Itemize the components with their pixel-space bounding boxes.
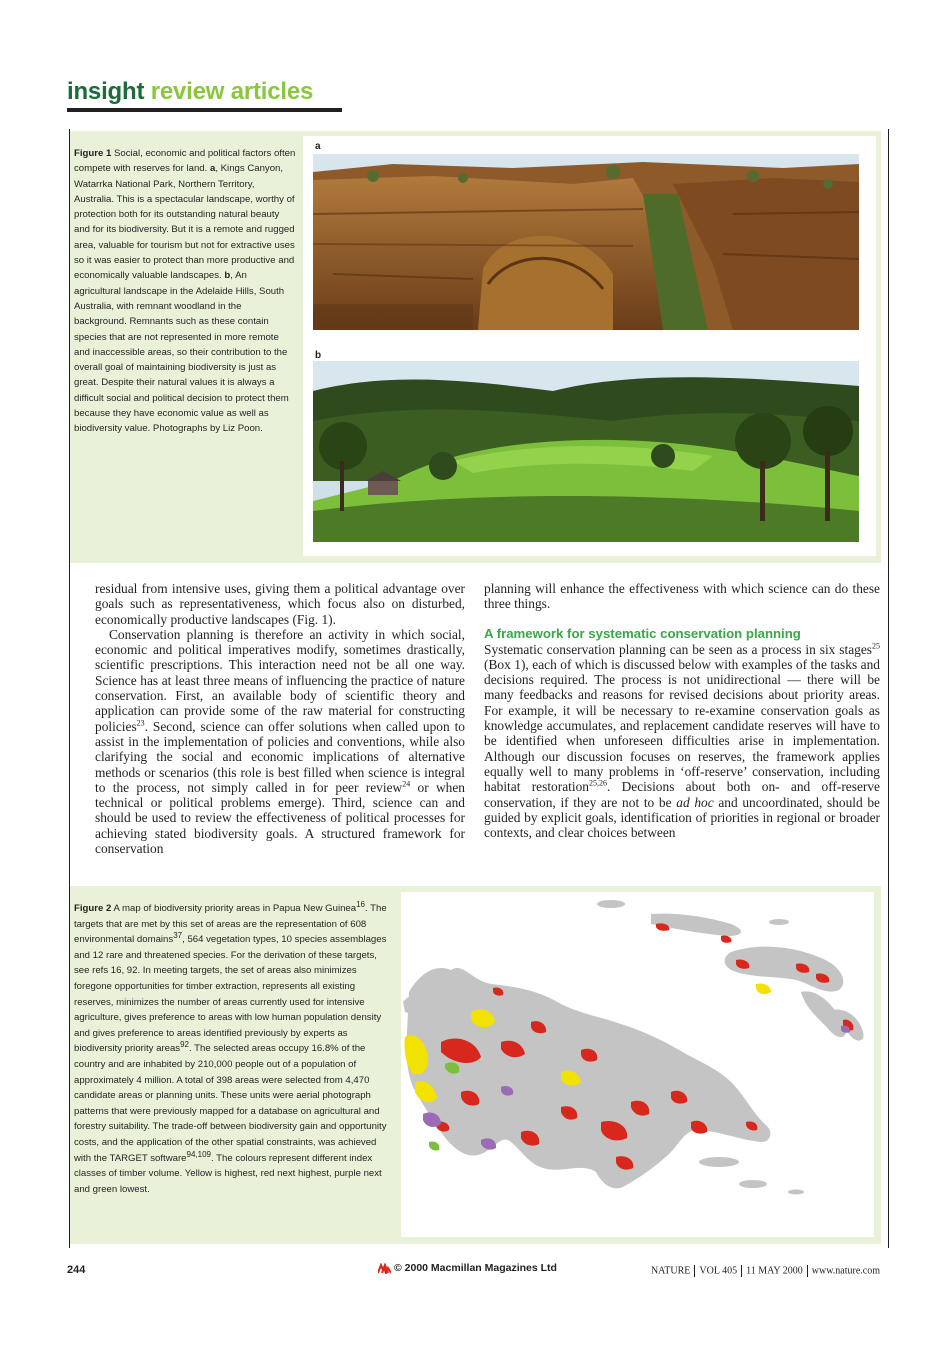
map-landmass <box>725 947 844 992</box>
figure-1-caption: Figure 1 Social, economic and political factors often compete with reserves for land. a, Kings Canyon, Watarrka National Park, Northern Territory, Australia. This is a spectacular landscape, worthy of protection both for its outstanding natural beauty and for its biodiversity. But it is a remote and rugged area, valuable for tourism but not for extractive uses so it was easier to protect than more productive and economically valuable landscapes. b, An agricultural landscape in the Adelaide Hills, South Australia, with remnant woodland in the background. Remnants such as these contain species that are not represented in more remote and inaccessible areas, so their contribution to the overall goal of maintaining biodiversity is just as great. Despite their natural values it is always a difficult social and political decision to protect them because they have economic value as well as biodiversity value. Photographs by Liz Poon. <box>74 148 296 435</box>
paragraph: Systematic conservation planning can be seen as a process in six stages$^{25}$ (Box 1), each of which is discussed below with examples of the tasks and decisions required. The process is not unidirectional — there will be many feedbacks and reasons for revised decisions about priority areas. For example, it will be necessary to re-examine conservation goals as knowledge accumulates, and replacement candidate reserves will have to be identified when unforeseen difficulties arise in implementation. Although our discussion focuses on reserves, the framework applies equally well to many problems in ‘off-reserve’ conservation, including habitat restoration$^{25,26}$. Decisions about both on- and off-reserve conservation, if they are not to be ad hoc and uncoordinated, should be guided by explicit goals, identification of priorities in regional or broader contexts, and clear choices between <box>484 641 880 841</box>
figure-1 <box>70 131 881 563</box>
figure-2 <box>70 886 881 1244</box>
journal-info <box>651 1265 880 1277</box>
panel-b-label: b <box>315 350 322 361</box>
caption-panel-b-label: b <box>224 270 231 282</box>
citation: 25,26 <box>588 778 607 788</box>
map-svg <box>401 892 874 1237</box>
page-number: 244 <box>67 1264 86 1276</box>
citation: 94,109 <box>186 1149 211 1159</box>
journal-volume: VOL 405 <box>699 1265 738 1277</box>
section-heading: A framework for systematic conservation planning <box>484 625 801 641</box>
panel-a-label: a <box>315 141 321 152</box>
figure-1-photo-area <box>303 136 876 556</box>
section-title-insight: insight <box>67 78 145 105</box>
citation: 23 <box>136 718 145 728</box>
journal-url[interactable]: www.nature.com <box>811 1265 880 1277</box>
body-column-left <box>95 581 465 856</box>
map-landmass <box>406 968 770 1188</box>
paragraph: planning will enhance the effectiveness with which science can do these three things. <box>484 581 880 612</box>
section-title <box>67 78 342 106</box>
caption-panel-a-label: a <box>209 163 216 175</box>
adelaide-hills-photo <box>313 361 859 542</box>
citation: 16 <box>356 899 366 909</box>
kings-canyon-photo <box>313 154 859 330</box>
citation: 25 <box>872 641 880 651</box>
paragraph: Conservation planning is therefore an activity in which social, economic and political imperatives modify, sometimes drastically, scientific prescriptions. This interaction need not be all one way. Science has at least three means of influencing the practice of nature conservation. First, an available body of scientific theory and application can provide some of the raw material for constructing policies$^{23}$. Second, science can offer solutions when called upon to assist in the implementation of policies and conventions, while also clarifying the social and economic implications of alternative methods or scenarios (this role is best filled when science is integral to the process, not simply called in for peer review$^{24}$ or when technical or political problems emerge). Third, science can and should be used to review the effectiveness of political processes for achieving stated biodiversity goals. A structured framework for conservation <box>95 626 466 857</box>
png-priority-map <box>401 892 874 1237</box>
citation: 37 <box>173 931 183 940</box>
citation: 92 <box>180 1040 190 1050</box>
right-page-rule <box>888 129 889 1248</box>
figure-1-label: Figure 1 <box>74 148 112 159</box>
figure-2-label: Figure 2 <box>74 903 112 914</box>
copyright-notice <box>378 1262 557 1274</box>
journal-date: 11 MAY 2000 <box>746 1265 803 1277</box>
journal-name: NATURE <box>650 1265 691 1277</box>
citation: 24 <box>402 779 411 789</box>
header-rule <box>67 108 342 112</box>
paragraph: residual from intensive uses, giving them a political advantage over goals such as representativeness, which focus also on disturbed, economically productive landscapes (Fig. 1). <box>95 581 465 627</box>
copyright-text: © 2000 Macmillan Magazines Ltd <box>394 1262 557 1274</box>
body-column-right <box>484 581 880 840</box>
figure-2-caption: Figure 2 A map of biodiversity priority areas in Papua New Guinea$^{16}$. The targets that are met by this set of areas are the representation of 608 environmental domains$^{37}$, 564 vegetation types, 10 species assemblages and 12 rare and threatened species. For the derivation of these targets, see refs 16, 92. In meeting targets, the set of areas also minimizes foregone opportunities for timber extraction, represents all existing reserves, minimizes the number of areas currently used for intensive agriculture, gives preference to areas with low human population density and gives preference to areas identified previously by experts as biodiversity priority areas$^{92}$. The selected areas occupy 16.8% of the country and are inhabited by 210,000 people out of a population of approximately 4 million. A total of 398 areas were selected from 4,470 candidate areas or planning units. These units were aerial photograph patterns that were previously mapped for a database on agricultural and forestry suitability. The trade-off between biodiversity gain and opportunity costs, and the application of the other spatial constraints, was achieved with the TARGET software$^{94,109}$. The colours represent different index classes of timber volume. Yellow is highest, red next highest, purple next and green lowest. <box>74 899 387 1195</box>
macmillan-logo-icon <box>378 1263 391 1274</box>
section-title-review-articles: review articles <box>150 78 314 105</box>
section-header <box>67 78 342 112</box>
